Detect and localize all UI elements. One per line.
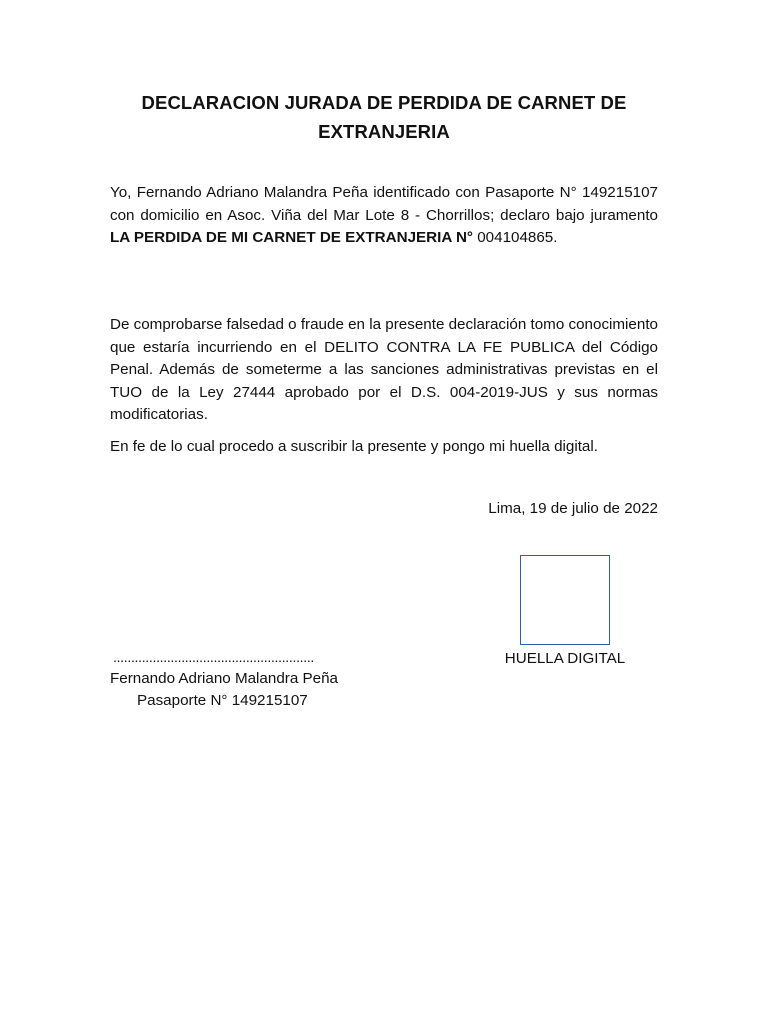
legal-notice-paragraph: De comprobarse falsedad o fraude en la presente declaración tomo conocimiento que estaría incurriendo en el DELITO CONTRA LA FE PUBLICA del Código Penal. Además de someterme a las sanciones administrativas previstas en el TUO de la Ley 27444 aprobado por el D.S. 004-2019-JUS y sus normas modificatorias. [110, 316, 658, 423]
title-line-1: DECLARACION JURADA DE PERDIDA DE CARNET DE [141, 92, 627, 113]
fingerprint-label: HUELLA DIGITAL [504, 650, 626, 667]
signer-name: Fernando Adriano Malandra Peña [110, 670, 338, 687]
signer-passport: Pasaporte N° 149215107 [137, 692, 308, 709]
declaration-intro: Yo, Fernando Adriano Malandra Peña identificado con Pasaporte N° 149215107 con domicilio en Asoc. Viña del Mar Lote 8 - Chorrillos; declaro bajo juramento [110, 184, 658, 224]
signature-line: ........................................................ [113, 649, 315, 665]
declaration-paragraph [110, 182, 658, 250]
closing-paragraph: En fe de lo cual procedo a suscribir la presente y pongo mi huella digital. [110, 438, 598, 455]
document-title [110, 88, 658, 146]
declaration-bold-statement: LA PERDIDA DE MI CARNET DE EXTRANJERIA N° [110, 229, 474, 246]
title-line-2: EXTRANJERIA [318, 121, 450, 142]
place-and-date: Lima, 19 de julio de 2022 [488, 500, 658, 517]
declaration-card-number: 004104865. [473, 229, 558, 246]
fingerprint-box [520, 555, 610, 645]
